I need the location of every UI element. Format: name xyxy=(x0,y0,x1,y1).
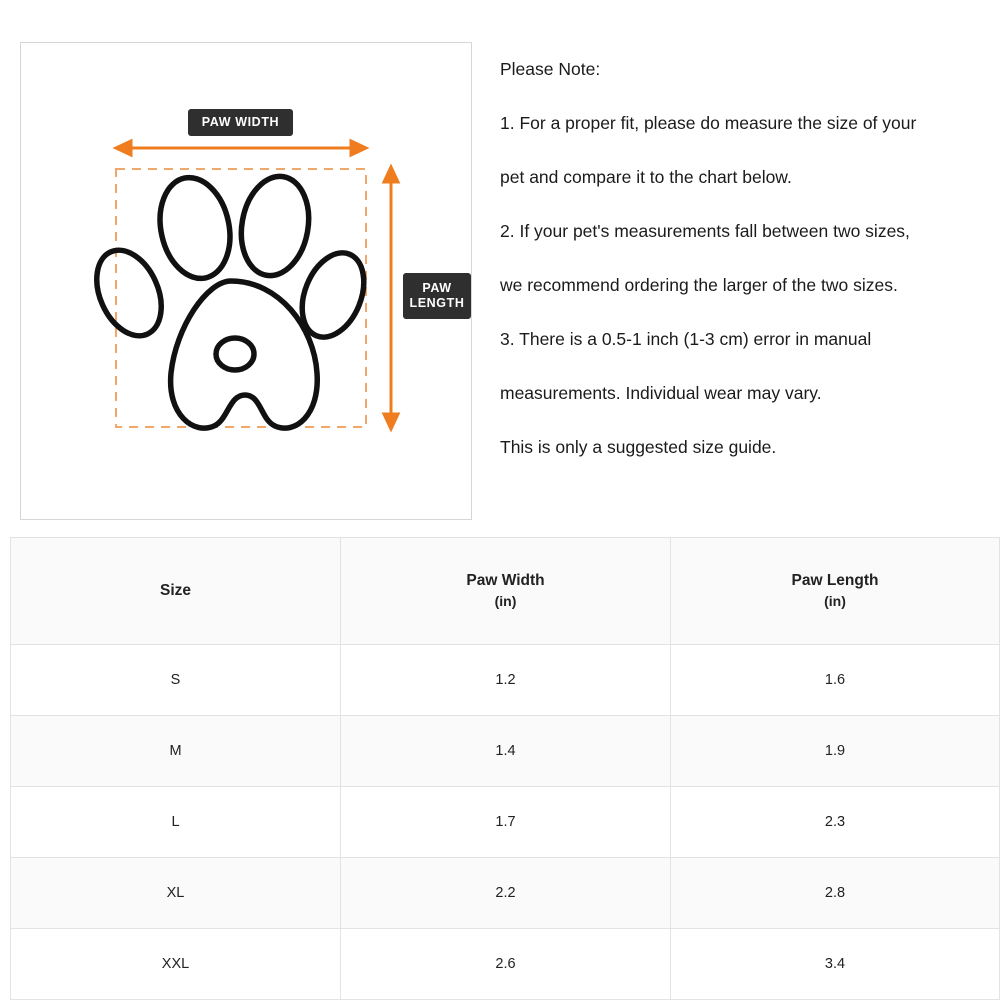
paw-width-label: PAW WIDTH xyxy=(188,109,293,136)
table-row xyxy=(11,716,1000,787)
cell-paw-width: 1.4 xyxy=(341,716,671,787)
notes-panel xyxy=(500,42,986,474)
cell-paw-width: 2.2 xyxy=(341,858,671,929)
column-header-paw-width-text: Paw Width xyxy=(466,572,545,589)
paw-width-arrow xyxy=(116,141,366,155)
paw-measurement-diagram xyxy=(20,42,472,520)
note-line: This is only a suggested size guide. xyxy=(500,437,777,457)
paw-length-label xyxy=(403,273,471,319)
column-header-paw-width-unit: (in) xyxy=(494,593,517,609)
table-header xyxy=(11,538,1000,645)
paw-toe-1 xyxy=(84,240,174,346)
cell-size: XXL xyxy=(11,929,341,1000)
paw-illustration xyxy=(84,171,375,428)
table-header-row xyxy=(11,538,1000,645)
note-line: pet and compare it to the chart below. xyxy=(500,167,792,187)
table-row xyxy=(11,858,1000,929)
note-line: measurements. Individual wear may vary. xyxy=(500,383,822,403)
table-row xyxy=(11,645,1000,716)
table-body xyxy=(11,645,1000,1000)
note-line: 3. There is a 0.5-1 inch (1-3 cm) error in manual xyxy=(500,329,872,349)
paw-toe-3 xyxy=(234,171,316,281)
measurement-box-dashed xyxy=(116,169,366,427)
column-header-paw-width xyxy=(341,538,671,645)
cell-paw-length: 1.9 xyxy=(671,716,1000,787)
column-header-paw-length-unit: (in) xyxy=(824,593,846,609)
cell-size: M xyxy=(11,716,341,787)
paw-length-label-line2: LENGTH xyxy=(409,296,465,310)
table-row xyxy=(11,787,1000,858)
notes-heading: Please Note: xyxy=(500,59,601,79)
cell-paw-length: 2.8 xyxy=(671,858,1000,929)
paw-toe-2 xyxy=(151,171,239,285)
cell-size: S xyxy=(11,645,341,716)
size-chart-table xyxy=(10,537,1000,1000)
cell-paw-length: 3.4 xyxy=(671,929,1000,1000)
cell-paw-width: 2.6 xyxy=(341,929,671,1000)
note-line: 2. If your pet's measurements fall between two sizes, xyxy=(500,221,910,241)
cell-size: L xyxy=(11,787,341,858)
cell-paw-width: 1.2 xyxy=(341,645,671,716)
note-line: we recommend ordering the larger of the two sizes. xyxy=(500,275,898,295)
paw-length-arrow xyxy=(384,167,398,429)
column-header-size: Size xyxy=(11,538,341,645)
paw-length-label-line1: PAW xyxy=(422,281,452,295)
paw-pad-inner xyxy=(216,338,254,370)
cell-size: XL xyxy=(11,858,341,929)
cell-paw-width: 1.7 xyxy=(341,787,671,858)
table-row xyxy=(11,929,1000,1000)
column-header-paw-length xyxy=(671,538,1000,645)
cell-paw-length: 1.6 xyxy=(671,645,1000,716)
note-line: 1. For a proper fit, please do measure the size of your xyxy=(500,113,917,133)
paw-pad-main xyxy=(171,281,318,428)
cell-paw-length: 2.3 xyxy=(671,787,1000,858)
column-header-paw-length-text: Paw Length xyxy=(791,572,879,589)
